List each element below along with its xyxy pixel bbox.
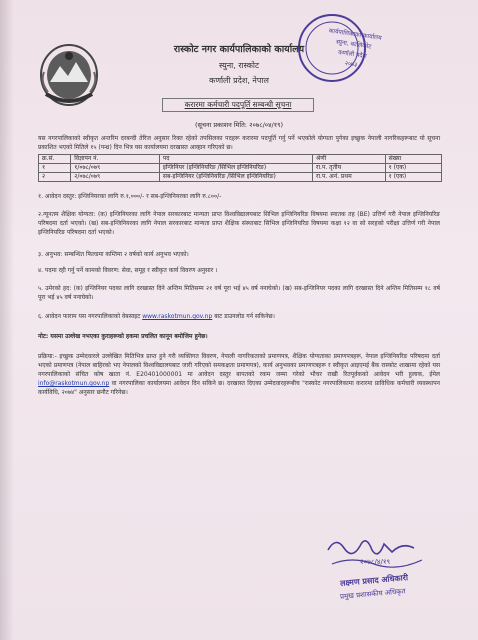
clause-age-limit: ५. उमेरको हद: (क) इन्जिनियर पदका लागि दरखास्त दिने अन्तिम मितिसम्म २१ वर्ष पूरा भई ४५ वर्ष ननाघेको। (ख) सब-इन्जिनियर पदका लागि दरखास्त दिने अन्तिम मितिसम्म १८ वर्ष पूरा भई ४५ वर्ष ननाघेको। xyxy=(38,285,440,301)
procedure-text: प्रक्रिया:- इच्छुक उम्मेदवारले उल्लेखित मितिभित्र प्राप्त हुने गरी व्यक्तिगत विवरण, नेपाली नागरिकताको प्रमाणपत्र, शैक्षिक योग्यताका प्रमाणपत्रहरू, नेपाल इन्जिनियरिङ परिषदमा दर्ता भएको प्रमाणपत्र (नेपाल बाहिरको भए नेपालको विश्वविद्यालयबाट जारी गरिएको समकक्षता प्रमाणपत्र), कार्य अनुभवका प्रमाणपत्रहरू र स्वीकृत आइएमई बैंक रास्कोट शाखामा रहेको यस नगरपालिकाको संचित कोष खाता नं. E20401000001 मा आवेदन दस्तुर बापतको रकम जम्मा गरेको भौचर राखी रितपूर्वकको आवेदन भरी हुलाक, ईमेल xyxy=(38,353,440,378)
column-header: संख्या xyxy=(385,155,441,164)
stamp-line: कार्यपालिकाको कार्यालय xyxy=(328,27,382,42)
table-cell: सब-इन्जिनियर (इन्जिनियरिङ /सिभिल इन्जिनियरिङ) xyxy=(159,173,312,182)
column-header: पद xyxy=(159,155,312,164)
vacancy-table xyxy=(38,154,442,182)
office-name: रास्कोट नगर कार्यपालिकाको कार्यालय xyxy=(173,44,305,55)
table-row xyxy=(39,173,442,182)
table-cell: १ (एक) xyxy=(385,164,441,173)
notice-title: करारमा कर्मचारी पदपूर्ति सम्बन्धी सूचना xyxy=(162,98,314,112)
table-cell: १ (एक) xyxy=(385,173,441,182)
note-text: नोट: यसमा उल्लेख नभएका कुराहरूको हकमा प्रचलित कानून बमोजिम हुनेछ। xyxy=(38,333,208,340)
clause-form-text: ६. आवेदन फाराम यस नगरपालिकाको वेबसाइट xyxy=(38,313,141,320)
table-cell: १/०७८/०७९ xyxy=(71,164,160,173)
table-cell: रा.प. अनं. प्रथम xyxy=(313,173,386,182)
office-province: कर्णाली प्रदेश, नेपाल xyxy=(209,76,269,85)
clause-form-suffix: बाट डाउनलोड गर्न सकिनेछ। xyxy=(214,313,275,320)
procedure-end-text: वा नगरपालिका कार्यालयमा आवेदन दिन सकिने छ। दरखास्त दिएका उम्मेदवारहरूबीच "रास्कोट नगरपालिकामा करारमा प्राविधिक कर्मचारी व्यवस्थापन कार्यविधि, २०७४" अनुसार छनौट गरिनेछ। xyxy=(38,380,440,396)
stamp-line: कर्णाली प्रदेश xyxy=(337,48,368,60)
publication-date: (सूचना प्रकाशन मिति: २०७८/०४/१९) xyxy=(194,121,284,129)
office-address: स्युना, रास्कोट xyxy=(218,61,260,70)
clause-application-form xyxy=(38,312,440,321)
stamp-line: २०७३ xyxy=(344,60,358,69)
stamp-line: स्युना, कालिकोट xyxy=(335,38,372,51)
procedure-paragraph xyxy=(38,352,440,397)
signatory-name: लक्ष्मण प्रसाद अधिकारी xyxy=(339,573,409,588)
notice-intro: यस नगरपालिकाको स्वीकृत अन्तरिम दरबन्दी तेरिज अनुसार रिक्त रहेको तपसिलका पदहरू करारमा पदपूर्ति गर्नु पर्ने भएकोले योग्यता पुगेका इच्छुक नेपाली नागरिकहरूबाट यो सूचना प्रकाशित भएको मितिले १५ (पन्ध्र) दिन भित्र यस कार्यालयमा दरखास्त आव्हान गरिएको छ। xyxy=(38,135,440,151)
table-cell: २/०७८/०७९ xyxy=(71,173,160,182)
clause-job-description: ४. पदमा रही गर्नु पर्ने कामको विवरण: सेवा, समूह र स्वीकृत कार्य विवरण अनुसार । xyxy=(38,267,218,274)
website-link[interactable]: www.raskotmun.gov.np xyxy=(142,313,213,320)
column-header: विज्ञापन नं. xyxy=(71,155,160,164)
clause-fee: १. आवेदन दस्तुर: इन्जिनियरका लागि रु.१,०००/- र सब-इन्जिनियरका लागि रु.८००/- xyxy=(38,193,222,200)
table-row xyxy=(39,164,442,173)
column-header: क्र.सं. xyxy=(39,155,71,164)
clause-qualification: २.न्यूनतम शैक्षिक योग्यता: (क) इन्जिनियरका लागि नेपाल सरकारबाट मान्यता प्राप्त विश्वविद्यालयबाट सिभिल इन्जिनियरिङ विषयमा स्नातक तह (BE) उत्तिर्ण गरी नेपाल इन्जिनियरिङ परिषदमा दर्ता भएको। (ख) सब-इन्जिनियरका लागि नेपाल सरकारबाट मान्यता प्राप्त शैक्षिक संस्थाबाट सिभिल इन्जिनियरिङ विषयमा कक्षा १२ वा सो सरहको परीक्षा उत्तिर्ण गरी नेपाल इन्जिनियरिङ परिषदमा दर्ता भएको। xyxy=(38,211,440,236)
table-cell: रा.प. तृतीय xyxy=(313,164,386,173)
clause-experience: ३. अनुभव: सम्बन्धित फिल्डमा कम्तिमा २ वर्षको कार्य अनुभव भएको। xyxy=(38,251,189,258)
column-header: श्रेणी xyxy=(313,155,386,164)
table-cell: इन्जिनियर (इन्जिनियरिङ /सिभिल इन्जिनियरिङ) xyxy=(159,164,312,173)
table-header-row xyxy=(39,155,442,164)
table-cell: २ xyxy=(39,173,71,182)
table-cell: १ xyxy=(39,164,71,173)
email-link[interactable]: info@raskotmun.gov.np xyxy=(38,380,110,387)
signature-date: २०७८/४/१९ xyxy=(360,558,391,566)
page-shadow xyxy=(0,0,14,640)
signatory-role: प्रमुख प्रशासकीय अधिकृत xyxy=(339,587,406,601)
